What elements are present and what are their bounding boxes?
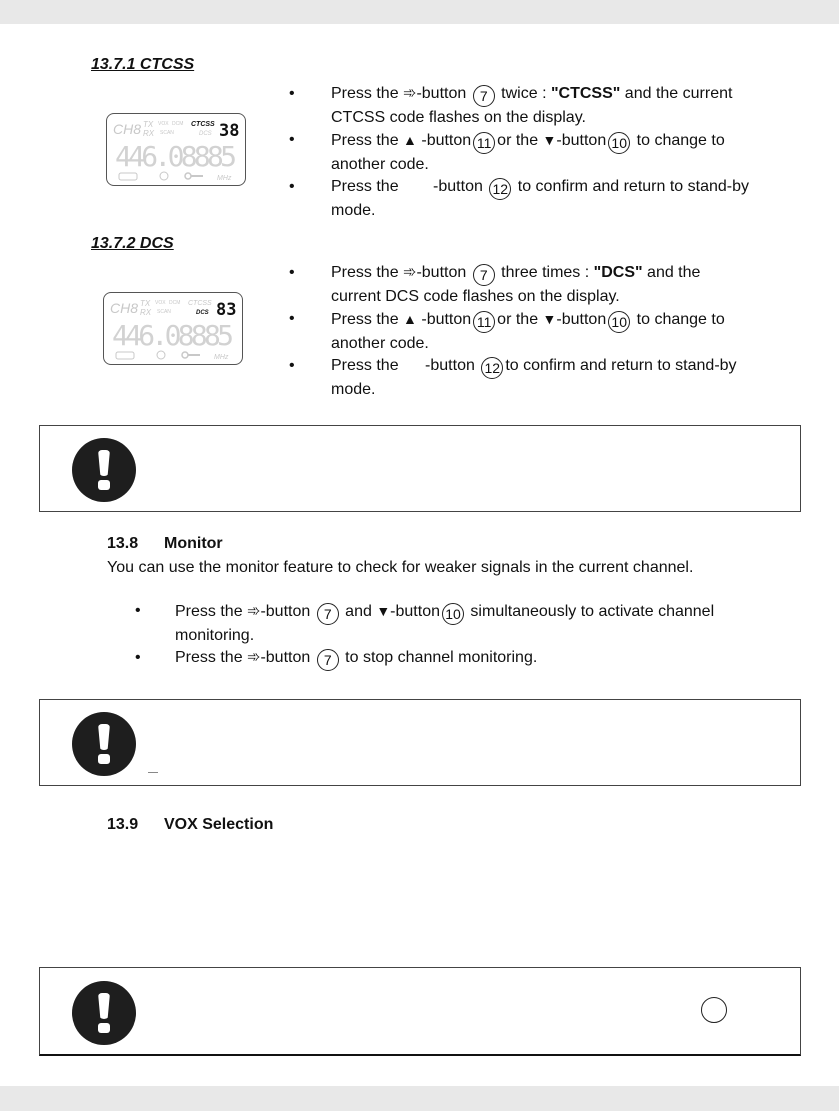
lcd-dcm-label: DCM bbox=[172, 121, 184, 127]
triangle-down-icon: ▼ bbox=[376, 603, 391, 619]
section-heading-dcs: 13.7.2 DCS bbox=[91, 235, 174, 252]
exclamation-icon bbox=[72, 712, 136, 776]
lcd-scan-label: SCAN bbox=[160, 130, 174, 136]
lcd-vox-label: VOX bbox=[155, 300, 166, 306]
dcs-instructions bbox=[289, 262, 809, 401]
triangle-up-icon: ▲ bbox=[403, 132, 417, 148]
section-heading-ctcss: 13.7.1 CTCSS bbox=[91, 56, 195, 73]
triangle-down-icon: ▼ bbox=[542, 311, 557, 327]
button-number-badge bbox=[701, 997, 727, 1023]
button-number-badge: 11 bbox=[473, 132, 495, 154]
lcd-ch-label: CH8 bbox=[113, 121, 142, 137]
button-number-badge: 12 bbox=[489, 178, 511, 200]
exclamation-icon bbox=[72, 981, 136, 1045]
lcd-display-ctcss bbox=[106, 113, 246, 186]
lcd-code-value: 83 bbox=[216, 300, 237, 320]
lcd-code-value: 38 bbox=[219, 121, 240, 141]
lcd-rx-label: RX bbox=[140, 308, 152, 317]
button-number-badge: 10 bbox=[442, 603, 464, 625]
signal-arrow-icon: ➾ bbox=[403, 264, 417, 281]
note-box bbox=[39, 967, 801, 1056]
lcd-dcs-label: DCS bbox=[196, 310, 209, 316]
exclamation-icon bbox=[72, 438, 136, 502]
button-number-badge: 7 bbox=[317, 649, 339, 671]
lcd-scan-label: SCAN bbox=[157, 309, 171, 315]
triangle-up-icon: ▲ bbox=[403, 311, 417, 327]
list-item: • Press the ➾-button 7 twice : "CTCSS" and the current CTCSS code flashes on the display. bbox=[289, 85, 733, 126]
list-item: • Press the -button 12 to confirm and return to stand-by mode. bbox=[289, 357, 737, 398]
list-item: • Press the -button 12 to confirm and return to stand-by mode. bbox=[289, 178, 749, 219]
signal-arrow-icon: ➾ bbox=[247, 649, 261, 666]
button-number-badge: 10 bbox=[608, 132, 630, 154]
lcd-ctcss-label: CTCSS bbox=[191, 121, 215, 128]
button-number-badge: 7 bbox=[473, 264, 495, 286]
list-item: • Press the ➾-button 7 three times : "DCS" and the current DCS code flashes on the display. bbox=[289, 264, 701, 305]
note-box bbox=[39, 699, 801, 786]
note-box bbox=[39, 425, 801, 512]
signal-arrow-icon: ➾ bbox=[247, 603, 261, 620]
button-number-badge: 10 bbox=[608, 311, 630, 333]
lcd-tx-label: TX bbox=[143, 120, 154, 129]
signal-arrow-icon: ➾ bbox=[403, 85, 417, 102]
manual-page bbox=[0, 24, 839, 1086]
lcd-vox-label: VOX bbox=[158, 121, 169, 127]
monitor-intro: You can use the monitor feature to check for weaker signals in the current channel. bbox=[107, 559, 694, 576]
list-item: • Press the ➾-button 7 and ▼-button 10 simultaneously to activate channel monitoring. bbox=[135, 602, 715, 644]
lcd-frequency: 446.08885 bbox=[112, 319, 234, 352]
list-item: • Press the ▲ -button 11 or the ▼-button 10 to change to another code. bbox=[289, 131, 725, 173]
lcd-dcs-label: DCS bbox=[199, 131, 212, 137]
lcd-ctcss-label: CTCSS bbox=[188, 300, 212, 307]
lcd-tx-label: TX bbox=[140, 299, 151, 308]
section-title-monitor: 13.8 Monitor bbox=[107, 535, 223, 552]
lcd-rx-label: RX bbox=[143, 129, 155, 138]
monitor-instructions bbox=[135, 600, 805, 671]
lcd-mhz-label: MHz bbox=[217, 175, 232, 182]
lcd-dcm-label: DCM bbox=[169, 300, 181, 306]
lcd-ch-label: CH8 bbox=[110, 300, 139, 316]
button-number-badge: 7 bbox=[473, 85, 495, 107]
section-title-vox: 13.9 VOX Selection bbox=[107, 816, 274, 833]
lcd-frequency: 446.08885 bbox=[115, 140, 237, 173]
button-number-badge: 7 bbox=[317, 603, 339, 625]
list-item: • Press the ▲ -button 11 or the ▼-button 10 to change to another code. bbox=[289, 310, 725, 352]
triangle-down-icon: ▼ bbox=[542, 132, 557, 148]
lcd-mhz-label: MHz bbox=[214, 354, 229, 361]
list-item: • Press the ➾-button 7 to stop channel monitoring. bbox=[135, 647, 805, 671]
button-number-badge: 12 bbox=[481, 357, 503, 379]
button-number-badge: 11 bbox=[473, 311, 495, 333]
lcd-display-dcs bbox=[103, 292, 243, 365]
divider bbox=[148, 772, 158, 773]
ctcss-instructions bbox=[289, 83, 809, 222]
